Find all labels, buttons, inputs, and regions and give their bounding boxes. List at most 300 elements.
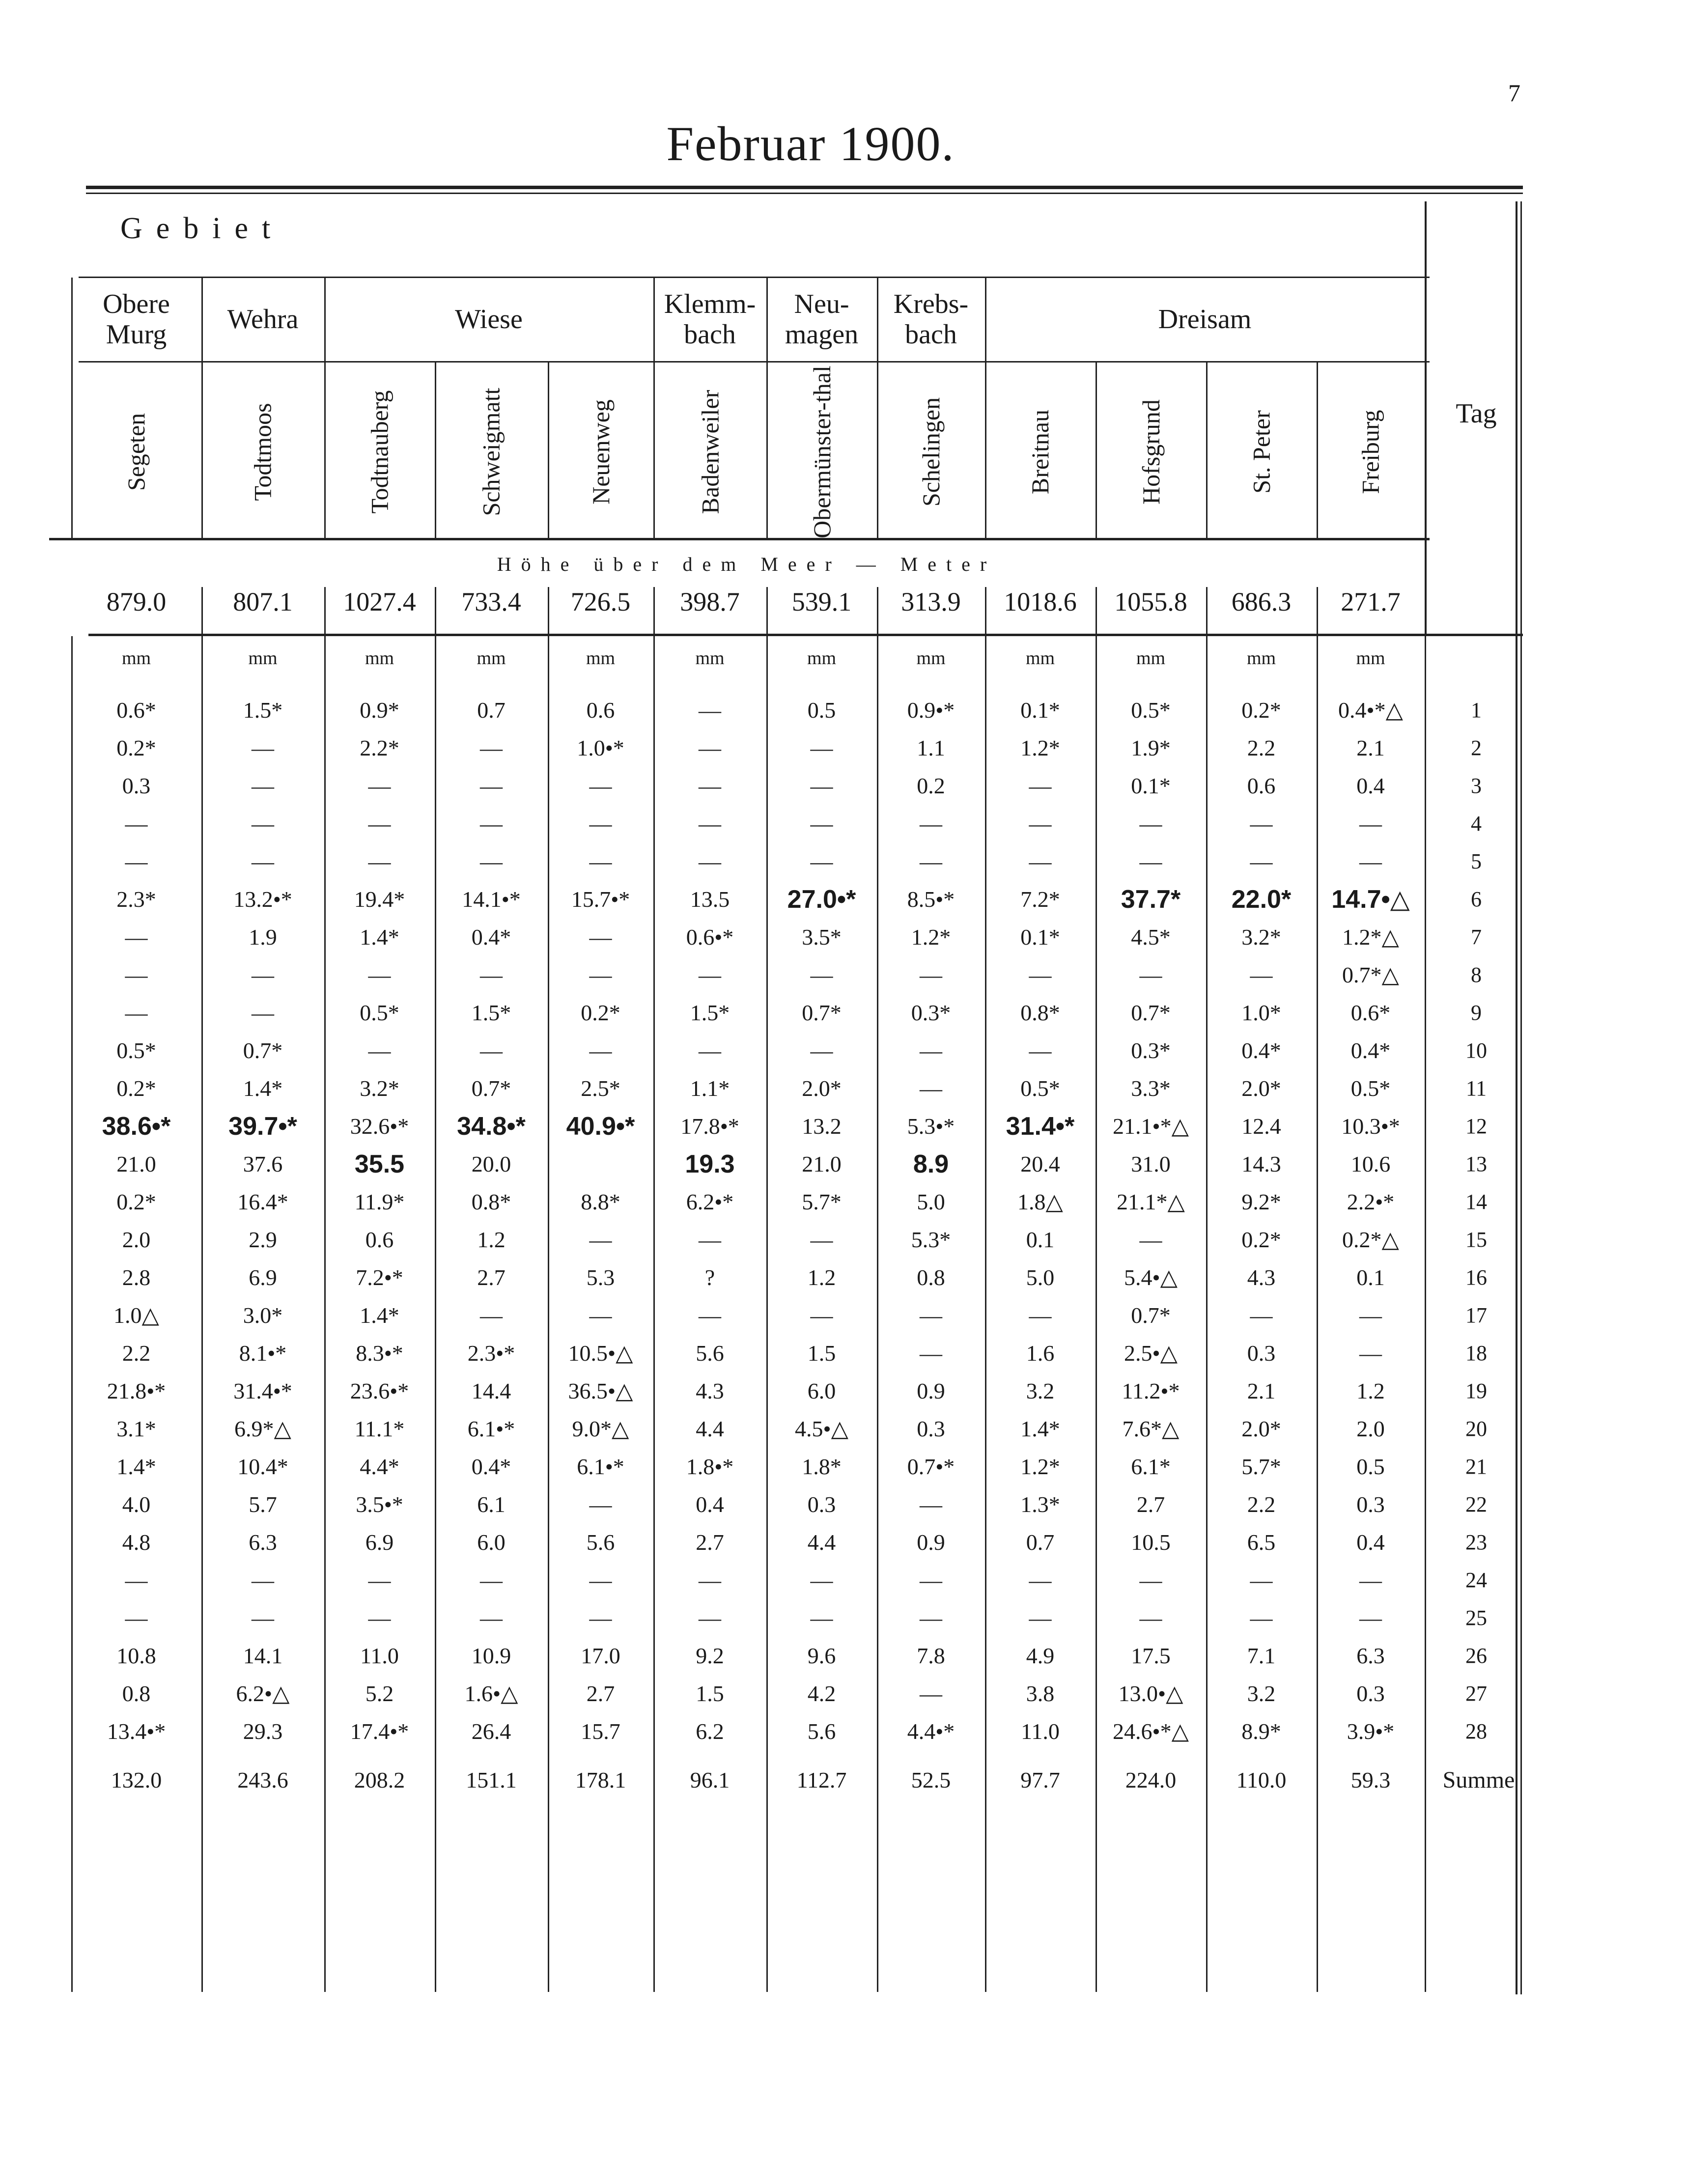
station-elevation: 807.1 [233,587,293,616]
tag-cell: 20 [1465,1417,1487,1441]
table-cell: 0.4 [1356,773,1385,798]
table-cell: — [1359,811,1382,836]
table-cell: 2.9 [249,1227,277,1252]
table-cell: 17.8•* [680,1114,739,1139]
column-rule-header [653,278,655,538]
tag-cell: 22 [1465,1492,1487,1516]
table-cell: — [1139,849,1162,874]
table-cell: 22.0* [1231,885,1292,914]
table-cell: 6.2•* [686,1189,734,1214]
tag-cell: 4 [1471,812,1482,836]
tag-cell: 25 [1465,1606,1487,1630]
tag-cell: 23 [1465,1530,1487,1554]
unit-label: mm [1136,648,1166,669]
rule-region-bottom [79,361,1430,363]
table-cell: 1.0•* [577,735,624,760]
station-elevation: 726.5 [570,587,631,616]
table-cell: — [368,811,391,836]
table-cell: 4.3 [1247,1265,1276,1290]
station-name: Neuenweg [587,399,615,504]
top-rule-thin [86,193,1523,194]
table-cell: 3.8 [1026,1681,1055,1706]
table-cell: 3.3* [1131,1076,1171,1101]
table-cell: 1.8•* [686,1454,734,1479]
table-cell: 0.8 [122,1681,151,1706]
table-cell: — [480,962,503,987]
table-cell: 40.9•* [566,1112,635,1141]
page-title: Februar 1900. [666,116,955,171]
table-cell: 4.4•* [907,1719,955,1744]
table-cell: 4.0 [122,1492,151,1517]
table-cell: 8.3•* [356,1341,403,1366]
table-cell: 1.5* [471,1000,511,1025]
table-cell: 0.3 [1247,1341,1276,1366]
table-cell: 1.5* [690,1000,730,1025]
table-cell: 3.5•* [356,1492,403,1517]
station-header [1317,368,1425,535]
table-cell: 5.6 [696,1341,724,1366]
table-cell: 31.0 [1131,1151,1171,1176]
table-cell: — [920,1038,942,1063]
unit-label: mm [121,648,151,669]
table-cell: 0.8* [1020,1000,1060,1025]
column-rule-header [1096,363,1097,538]
table-cell: — [589,773,612,798]
table-cell: 0.9* [360,698,399,723]
region-label: Neu-magen [785,289,859,350]
station-header [324,368,435,535]
table-cell: 0.2* [1241,1227,1281,1252]
table-cell: — [252,962,274,987]
table-cell: 2.1 [1247,1378,1276,1403]
table-cell: 2.0 [122,1227,151,1252]
table-cell: 14.7•△ [1331,885,1410,914]
station-elevation: 313.9 [901,587,961,616]
table-cell: 2.8 [122,1265,151,1290]
table-cell: 0.2* [1241,698,1281,723]
table-cell: — [699,1568,721,1593]
table-cell: 2.0* [1241,1076,1281,1101]
table-cell: 0.3 [1356,1681,1385,1706]
table-cell: 20.0 [471,1151,511,1176]
table-cell: 2.1 [1356,735,1385,760]
table-cell: 5.2 [365,1681,394,1706]
sum-cell: 59.3 [1350,1767,1391,1792]
tag-cell: 11 [1465,1076,1487,1100]
table-cell: 36.5•△ [568,1378,633,1403]
table-cell: 5.3* [911,1227,951,1252]
table-cell: 0.6 [365,1227,394,1252]
region-header [653,280,766,359]
table-cell: 7.6*△ [1122,1416,1180,1441]
table-cell: — [480,1303,503,1328]
table-cell: — [1139,962,1162,987]
table-cell: 12.4 [1241,1114,1281,1139]
table-cell: 0.2* [116,1189,156,1214]
sum-cell: 52.5 [911,1767,951,1792]
table-cell: 1.4* [360,1303,399,1328]
table-cell: — [920,1681,942,1706]
table-cell: 0.1* [1020,924,1060,950]
station-elevation: 539.1 [791,587,852,616]
table-cell: 2.5* [581,1076,620,1101]
tag-cell: 6 [1471,887,1482,911]
table-cell: — [125,811,148,836]
table-cell: 14.3 [1241,1151,1281,1176]
table-cell: — [699,1038,721,1063]
tag-cell: 7 [1471,925,1482,949]
table-cell: 2.7 [477,1265,506,1290]
table-cell: 19.3 [685,1150,735,1178]
tag-cell: 9 [1471,1001,1482,1025]
table-cell: 17.4•* [350,1719,409,1744]
table-cell: 1.2 [477,1227,506,1252]
table-cell: 5.6 [586,1530,615,1555]
table-cell: 0.2* [116,1076,156,1101]
station-name: Breitnau [1026,409,1054,495]
table-cell: 0.7* [243,1038,283,1063]
table-cell: 11.0 [360,1643,399,1668]
table-cell: — [480,811,503,836]
table-cell: — [589,1038,612,1063]
table-cell: — [589,811,612,836]
table-cell: — [1250,849,1273,874]
table-cell: 0.4•*△ [1338,698,1403,723]
tag-cell: 10 [1465,1038,1487,1063]
table-cell: 3.2 [1247,1681,1276,1706]
table-cell: 0.2* [581,1000,620,1025]
table-cell: 5.7* [1241,1454,1281,1479]
table-cell: 1.2 [807,1265,836,1290]
table-cell: 0.5* [1020,1076,1060,1101]
sum-cell: 97.7 [1020,1767,1060,1792]
table-cell: — [810,1227,833,1252]
table-cell: 3.9•* [1347,1719,1395,1744]
tag-header: Tag [1456,398,1497,429]
station-header [1096,368,1206,535]
table-cell: 1.9 [249,924,277,950]
table-cell: 1.0* [1241,1000,1281,1025]
table-cell: — [368,1568,391,1593]
table-cell: 1.8△ [1017,1189,1063,1214]
table-cell: 2.3* [116,887,156,912]
rule-station-bottom [49,538,1430,540]
column-rule-elevation [766,587,768,634]
region-label: Klemm-bach [664,289,756,350]
table-cell: 4.2 [807,1681,836,1706]
table-cell: 5.6 [807,1719,836,1744]
tag-cell: 13 [1465,1152,1487,1176]
table-cell: 31.4•* [233,1378,292,1403]
table-cell: 15.7•* [571,887,630,912]
column-rule-header [435,363,436,538]
table-cell: 21.1•*△ [1113,1114,1189,1139]
table-cell: — [810,811,833,836]
unit-label: mm [695,648,725,669]
table-cell: — [1029,811,1052,836]
table-cell: 7.1 [1247,1643,1276,1668]
station-name: Schweigmatt [478,388,505,516]
table-cell: 4.8 [122,1530,151,1555]
table-cell: 0.4 [696,1492,724,1517]
column-rule-elevation [435,587,436,634]
table-cell: 9.0*△ [572,1416,629,1441]
table-cell: 17.0 [581,1643,620,1668]
table-cell: 5.0 [917,1189,945,1214]
table-cell: 2.2* [360,735,399,760]
table-cell: — [1250,1605,1273,1630]
table-cell: 4.4* [360,1454,399,1479]
unit-label: mm [477,648,506,669]
tag-cell: 17 [1465,1303,1487,1327]
table-cell: 27.0•* [787,885,856,914]
table-cell: 5.0 [1026,1265,1055,1290]
table-cell: 0.5* [1131,698,1171,723]
table-cell: — [1139,811,1162,836]
region-label: Wehra [227,304,299,335]
table-cell: 6.9*△ [234,1416,291,1441]
table-cell: 0.2 [917,773,945,798]
table-cell: 6.0 [477,1530,506,1555]
station-elevation: 733.4 [461,587,521,616]
station-header [653,368,766,535]
column-rule-elevation [1096,587,1097,634]
sum-cell: 110.0 [1236,1767,1287,1792]
table-cell: 1.2* [1020,735,1060,760]
table-cell: 23.6•* [350,1378,409,1403]
table-cell: 0.1* [1020,698,1060,723]
table-cell: 0.6* [116,698,156,723]
table-cell: 0.3* [1131,1038,1171,1063]
table-cell: 0.1 [1026,1227,1055,1252]
table-cell: — [1250,1303,1273,1328]
table-cell: 21.1*△ [1117,1189,1185,1214]
table-cell: 9.2 [696,1643,724,1668]
unit-label: mm [1246,648,1276,669]
column-rule-elevation [653,587,655,634]
table-cell: 0.7 [1026,1530,1055,1555]
table-cell: 0.4* [471,1454,511,1479]
table-cell: 0.4* [471,924,511,950]
table-cell: 14.1 [243,1643,283,1668]
table-cell: — [125,962,148,987]
table-cell: — [810,962,833,987]
table-cell: — [589,1303,612,1328]
tag-cell: 3 [1471,774,1482,798]
table-cell: — [920,1303,942,1328]
table-cell: 8.1•* [239,1341,287,1366]
table-cell: 1.5 [807,1341,836,1366]
table-cell: 3.2* [360,1076,399,1101]
station-header [877,368,985,535]
tag-cell: 8 [1471,963,1482,987]
region-header [201,280,324,359]
table-cell: — [1029,1605,1052,1630]
table-cell: 37.7* [1121,885,1181,914]
table-cell: 0.6 [1247,773,1276,798]
table-cell: — [368,1605,391,1630]
table-cell: — [589,849,612,874]
tag-cell: 27 [1465,1681,1487,1706]
table-cell: — [699,811,721,836]
station-name: St. Peter [1247,410,1275,494]
table-cell: 0.7•* [907,1454,955,1479]
station-header [548,368,653,535]
table-cell: 0.7*△ [1342,962,1399,987]
column-rule-header [324,278,326,538]
table-cell: 0.3 [1356,1492,1385,1517]
table-cell: — [368,773,391,798]
tag-cell: 12 [1465,1114,1487,1138]
table-cell: — [252,849,274,874]
table-cell: — [125,1000,148,1025]
table-cell: 0.7* [1131,1303,1171,1328]
table-cell: 1.2* [911,924,951,950]
sum-cell: 208.2 [354,1767,405,1792]
table-cell: — [699,735,721,760]
table-cell: 2.5•△ [1124,1341,1178,1366]
table-cell: 10.4* [237,1454,288,1479]
table-cell: 6.0 [807,1378,836,1403]
table-cell: — [252,811,274,836]
station-header [435,368,548,535]
table-cell: 6.2•△ [236,1681,290,1706]
table-cell: 0.5* [116,1038,156,1063]
table-cell: 0.8 [917,1265,945,1290]
table-cell: — [1359,1605,1382,1630]
station-name: Freiburg [1356,410,1384,494]
column-rule-header [985,278,986,538]
column-rule-elevation [324,587,326,634]
region-header [985,280,1425,359]
region-header [324,280,653,359]
rule-region-top [79,277,1430,278]
table-cell: 7.2•* [356,1265,403,1290]
table-cell: 1.4* [360,924,399,950]
table-cell: 3.2 [1026,1378,1055,1403]
table-cell: — [810,1605,833,1630]
table-cell: 0.6 [586,698,615,723]
table-cell: 0.3 [807,1492,836,1517]
tag-cell: 1 [1471,698,1482,722]
table-cell: — [589,1605,612,1630]
tag-cell: 14 [1465,1190,1487,1214]
table-cell: — [125,1568,148,1593]
table-cell: 0.9 [917,1530,945,1555]
table-cell: — [252,773,274,798]
column-rule-header [1206,363,1208,538]
table-cell: 6.9 [249,1265,277,1290]
table-cell: 10.6 [1350,1151,1391,1176]
table-cell: 0.5 [807,698,836,723]
station-name: Todtmoos [249,403,277,501]
station-elevation: 1027.4 [343,587,416,616]
tag-cell: 5 [1471,849,1482,873]
table-cell: — [699,773,721,798]
table-cell: 1.2* [1020,1454,1060,1479]
table-cell: — [810,773,833,798]
tag-cell: 28 [1465,1719,1487,1743]
table-cell: 39.7•* [228,1112,297,1141]
table-cell: — [252,1000,274,1025]
table-cell: 1.8* [802,1454,842,1479]
unit-label: mm [248,648,278,669]
table-cell: 37.6 [243,1151,283,1176]
table-cell: 5.7 [249,1492,277,1517]
table-cell: 9.2* [1241,1189,1281,1214]
table-cell: 10.8 [116,1643,156,1668]
table-cell: — [1139,1227,1162,1252]
table-cell: — [1029,849,1052,874]
station-name: Obermünster-thal [808,365,836,538]
table-cell: — [699,698,721,723]
region-header [766,280,877,359]
table-cell: — [920,1605,942,1630]
table-cell: 21.0 [116,1151,156,1176]
table-cell: 0.1* [1131,773,1171,798]
table-cell: 5.3 [586,1265,615,1290]
table-cell: — [920,849,942,874]
table-cell: 4.4 [696,1416,724,1441]
tag-cell: 2 [1471,736,1482,760]
table-cell: 29.3 [243,1719,283,1744]
unit-label: mm [586,648,616,669]
table-cell: 4.5•△ [795,1416,848,1441]
table-cell: 14.4 [471,1378,511,1403]
table-cell: 0.6* [1350,1000,1391,1025]
region-label: Wiese [455,304,523,335]
table-cell: 7.2* [1020,887,1060,912]
table-cell: 5.3•* [907,1114,955,1139]
table-cell: 2.0* [802,1076,842,1101]
table-cell: — [699,1303,721,1328]
table-cell: — [810,735,833,760]
station-name: Todtnauberg [365,390,393,514]
column-rule-elevation [1317,587,1318,634]
table-cell: 11.0 [1021,1719,1060,1744]
unit-label: mm [916,648,946,669]
table-cell: — [1029,773,1052,798]
table-cell: — [589,1492,612,1517]
table-cell: 1.5* [243,698,283,723]
table-cell: 15.7 [581,1719,620,1744]
table-cell: 2.3•* [467,1341,515,1366]
table-cell: 0.4 [1356,1530,1385,1555]
table-cell: 0.2*△ [1342,1227,1399,1252]
table-cell: — [480,1568,503,1593]
table-cell: 1.2 [1356,1378,1385,1403]
table-cell: 5.7* [802,1189,842,1214]
tag-separator [1425,201,1427,634]
table-cell: 11.2•* [1122,1378,1180,1403]
table-cell: 13.4•* [107,1719,166,1744]
table-cell: 0.5* [1350,1076,1391,1101]
table-cell: — [480,735,503,760]
table-cell: 2.2 [122,1341,151,1366]
station-name: Hofsgrund [1137,399,1165,504]
table-cell: — [810,1568,833,1593]
table-cell: — [1139,1568,1162,1593]
table-cell: 3.0* [243,1303,283,1328]
table-cell: 0.3* [911,1000,951,1025]
table-cell: 0.3 [122,773,151,798]
table-cell: 1.0△ [113,1303,159,1328]
column-rule-data [1425,636,1426,1992]
table-cell: 6.2 [696,1719,724,1744]
table-cell: — [1359,1341,1382,1366]
table-cell: 4.4 [807,1530,836,1555]
station-header [985,368,1096,535]
